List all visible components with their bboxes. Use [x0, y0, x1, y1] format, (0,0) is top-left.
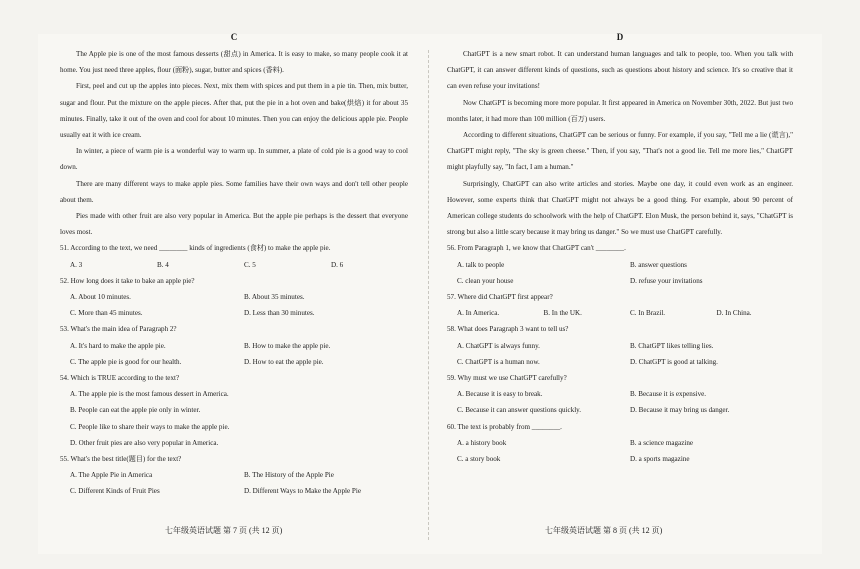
question-stem: 51. According to the text, we need ________ kinds of ingredients (食材) to make the apple pie. — [60, 244, 331, 253]
question-56 — [447, 240, 793, 289]
option-c: C. More than 45 minutes. — [70, 309, 143, 318]
options — [60, 467, 408, 499]
option-c: C. Different Kinds of Fruit Pies — [70, 487, 160, 496]
question-stem: 60. The text is probably from ________. — [447, 422, 562, 431]
question-54 — [60, 370, 408, 451]
options — [447, 386, 793, 418]
option-d: D. Other fruit pies are also very popular in America. — [70, 438, 219, 447]
page-footer-left: 七年级英语试题 第 7 页 (共 12 页) — [165, 526, 283, 535]
paragraph: ChatGPT is a new smart robot. It can understand human languages and talk to people, too. When you talk with ChatGPT, it can answer different kinds of questions, such as questions about history and science. It's so creative that it can even refuse your invitations! — [447, 50, 793, 91]
passage-heading: C — [230, 32, 238, 42]
option-b: B. How to make the apple pie. — [244, 341, 331, 350]
page-footer-right: 七年级英语试题 第 8 页 (共 12 页) — [545, 526, 663, 535]
question-57 — [447, 289, 793, 321]
options — [447, 257, 793, 289]
option-b: B. a science magazine — [630, 438, 694, 447]
options — [60, 257, 408, 273]
option-d: D. How to eat the apple pie. — [244, 357, 324, 366]
option-d: D. Different Ways to Make the Apple Pie — [244, 487, 361, 496]
paragraph: First, peel and cut up the apples into pieces. Next, mix them with spices and put them in a pie tin. Then, mix butter, sugar and flour. Put the mixture on the apple pieces. After that, put the pie in a hot oven and bake(烘焙) it for about 35 minutes. Finally, take it out of the oven and cool for about 10 minutes. Then you can enjoy the delicious apple pie. People usually eat it with ice cream. — [60, 82, 408, 140]
option-b: B. ChatGPT likes telling lies. — [630, 341, 714, 350]
question-stem: 58. What does Paragraph 3 want to tell us? — [447, 325, 569, 334]
options — [447, 338, 793, 370]
options — [60, 289, 408, 321]
option-c: C. clean your house — [457, 276, 514, 285]
paragraph: There are many different ways to make apple pies. Some families have their own ways and don't tell other people about them. — [60, 179, 408, 204]
option-a: A. It's hard to make the apple pie. — [70, 341, 166, 350]
options — [60, 338, 408, 370]
question-stem: 56. From Paragraph 1, we know that ChatGPT can't ________. — [447, 244, 626, 253]
option-d: D. refuse your invitations — [630, 276, 703, 285]
paragraph: Now ChatGPT is becoming more more popular. It first appeared in America on November 30th, 2022. But just two months later, it had more than 100 million (百万) users. — [447, 98, 793, 123]
question-51 — [60, 240, 408, 272]
question-60 — [447, 419, 793, 468]
option-c: C. a story book — [457, 455, 501, 464]
option-c: C. People like to share their ways to make the apple pie. — [70, 422, 230, 431]
option-d: D. a sports magazine — [630, 455, 690, 464]
option-d: D. 6 — [331, 260, 344, 269]
option-c: C. In Brazil. — [630, 309, 666, 318]
option-d: D. Because it may bring us danger. — [630, 406, 730, 415]
option-a: A. ChatGPT is always funny. — [457, 341, 540, 350]
option-b: B. The History of the Apple Pie — [244, 471, 334, 480]
passage-c-column — [60, 30, 408, 500]
option-a: A. Because it is easy to break. — [457, 390, 543, 399]
option-c: C. Because it can answer questions quickly. — [457, 406, 582, 415]
paragraph: According to different situations, ChatGPT can be serious or funny. For example, if you say, "Tell me a lie (谎言)," ChatGPT might reply, "The sky is green cheese." Then, if you say, "That's not a good lie. Tell me more lies," ChatGPT might playfully say, "In fact, I am a human." — [447, 131, 793, 172]
paragraph: The Apple pie is one of the most famous desserts (甜点) in America. It is easy to make, so many people cook it at home. You just need three apples, flour (面粉), sugar, butter and spices (香料). — [60, 50, 408, 75]
question-stem: 59. Why must we use ChatGPT carefully? — [447, 374, 567, 383]
question-58 — [447, 321, 793, 370]
option-b: B. 4 — [157, 260, 169, 269]
option-c: C. 5 — [244, 260, 256, 269]
question-59 — [447, 370, 793, 419]
option-a: A. 3 — [70, 260, 83, 269]
option-a: A. The apple pie is the most famous dessert in America. — [70, 390, 229, 399]
option-b: B. In the UK. — [543, 309, 582, 318]
option-b: B. Because it is expensive. — [630, 390, 707, 399]
option-b: B. People can eat the apple pie only in winter. — [70, 406, 201, 415]
option-a: A. talk to people — [457, 260, 505, 269]
option-a: A. The Apple Pie in America — [70, 471, 153, 480]
column-divider — [428, 50, 429, 540]
option-c: C. The apple pie is good for our health. — [70, 357, 182, 366]
option-a: A. a history book — [457, 438, 507, 447]
question-55 — [60, 451, 408, 500]
option-d: D. In China. — [716, 309, 752, 318]
passage-heading: D — [616, 32, 624, 42]
option-a: A. In America. — [457, 309, 500, 318]
option-d: D. ChatGPT is good at talking. — [630, 357, 718, 366]
option-b: B. About 35 minutes. — [244, 293, 305, 302]
passage-d-column — [447, 30, 793, 467]
question-stem: 53. What's the main idea of Paragraph 2? — [60, 325, 177, 334]
option-a: A. About 10 minutes. — [70, 293, 131, 302]
paragraph: Pies made with other fruit are also very popular in America. But the apple pie perhaps is the dessert that everyone loves most. — [60, 212, 408, 237]
option-d: D. Less than 30 minutes. — [244, 309, 315, 318]
option-b: B. answer questions — [630, 260, 687, 269]
paragraph: In winter, a piece of warm pie is a wonderful way to warm up. In summer, a plate of cold pie is a good way to cool down. — [60, 147, 408, 172]
question-stem: 52. How long does it take to bake an apple pie? — [60, 276, 195, 285]
question-52 — [60, 273, 408, 322]
options — [447, 305, 793, 321]
paragraph: Surprisingly, ChatGPT can also write articles and stories. Maybe one day, it could even work as an engineer. However, some experts think that ChatGPT might not always be a good thing. For example, about 90 percent of American college students do schoolwork with the help of ChatGPT. Elon Musk, the person behind it, says, "ChatGPT is strong but also a little scary because it may bring us danger." So we must use ChatGPT carefully. — [447, 179, 793, 237]
question-stem: 55. What's the best title(题目) for the text? — [60, 455, 182, 464]
question-stem: 54. Which is TRUE according to the text? — [60, 374, 180, 383]
option-c: C. ChatGPT is a human now. — [457, 357, 540, 366]
question-stem: 57. Where did ChatGPT first appear? — [447, 293, 553, 302]
question-53 — [60, 321, 408, 370]
options — [447, 435, 793, 467]
